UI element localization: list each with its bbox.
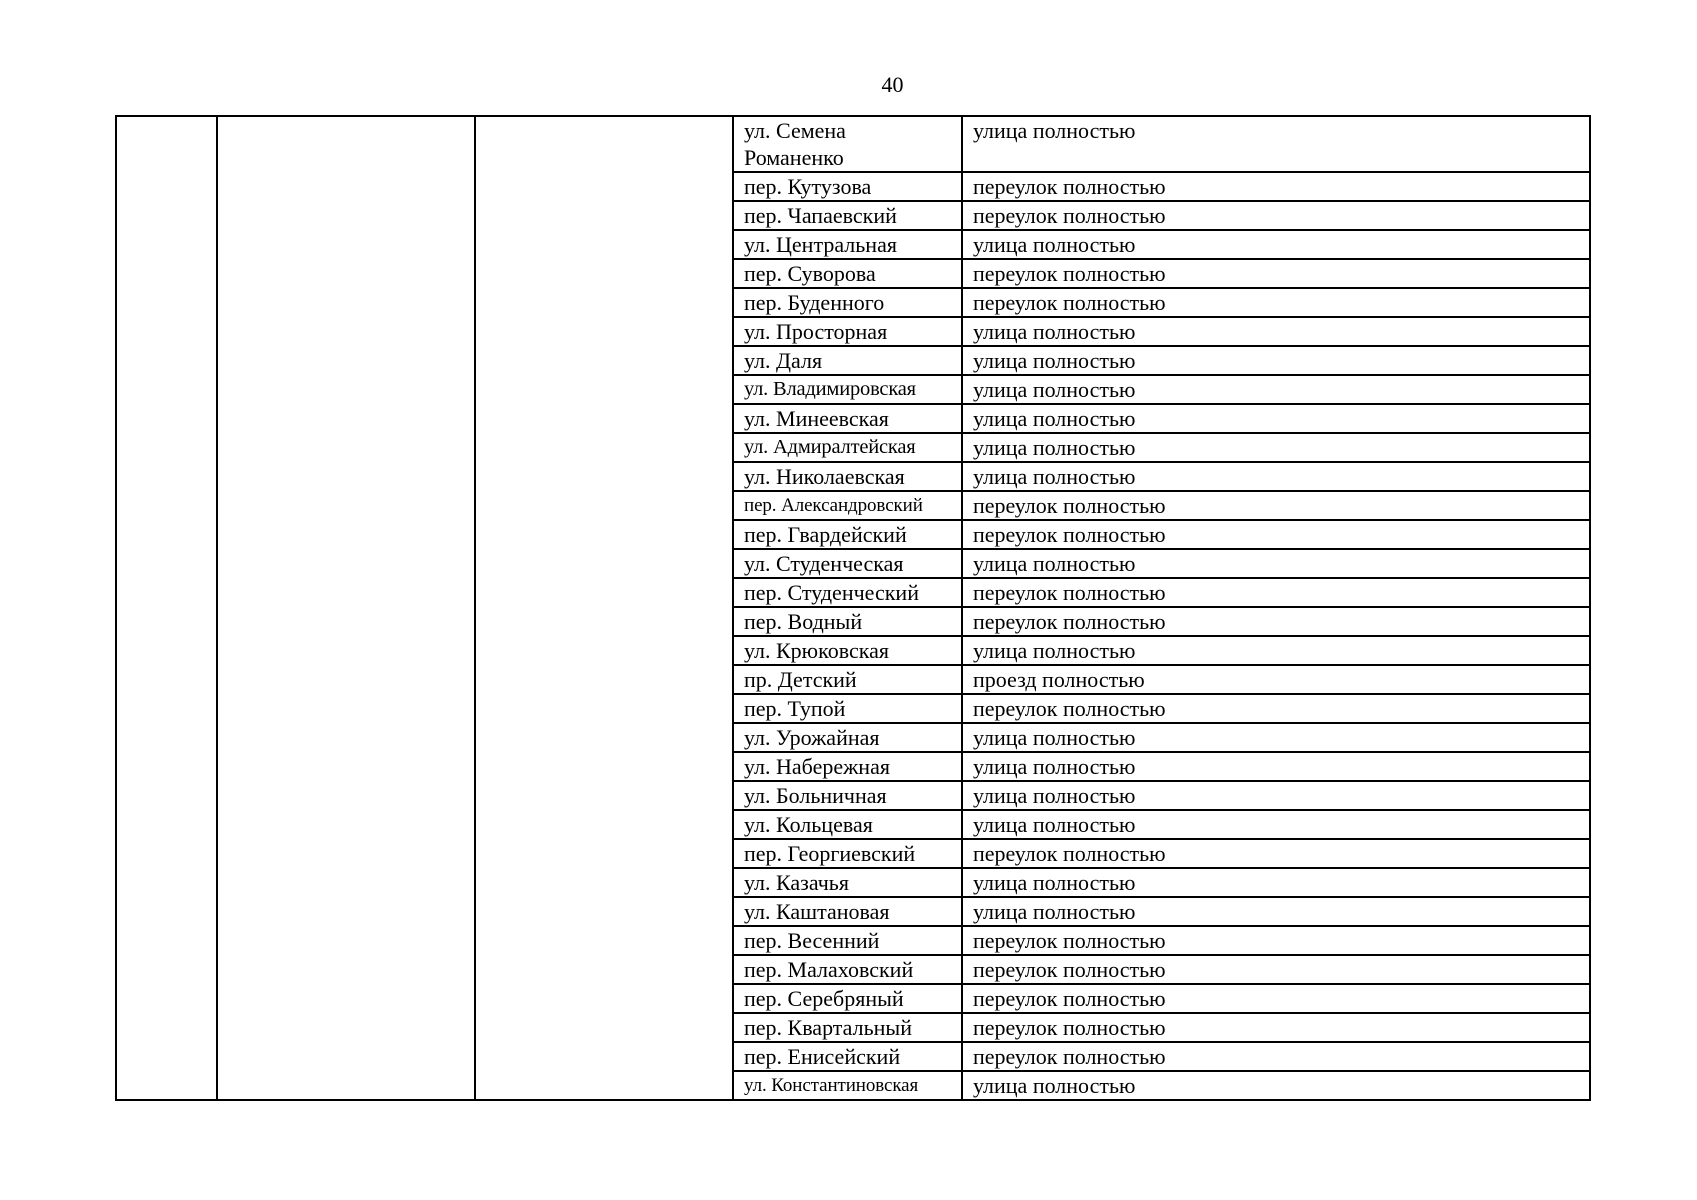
coverage-cell: улица полностью xyxy=(962,317,1590,346)
street-name-cell: ул. Больничная xyxy=(733,781,962,810)
street-name-cell: пер. Весенний xyxy=(733,926,962,955)
street-name-cell: ул. Студенческая xyxy=(733,549,962,578)
street-name-cell: пер. Квартальный xyxy=(733,1013,962,1042)
street-name-cell: пер. Александровский xyxy=(733,491,962,520)
street-name-cell: пер. Чапаевский xyxy=(733,201,962,230)
street-name-cell: пер. Серебряный xyxy=(733,984,962,1013)
street-name-cell: пр. Детский xyxy=(733,665,962,694)
street-name-cell: пер. Кутузова xyxy=(733,172,962,201)
coverage-cell: улица полностью xyxy=(962,346,1590,375)
coverage-cell: улица полностью xyxy=(962,1071,1590,1100)
street-name-cell: ул. Семена Романенко xyxy=(733,116,962,172)
coverage-cell: улица полностью xyxy=(962,752,1590,781)
street-name-cell: пер. Гвардейский xyxy=(733,520,962,549)
empty-column-3 xyxy=(475,116,733,1100)
street-name-cell: ул. Набережная xyxy=(733,752,962,781)
street-name-cell: ул. Адмиралтейская xyxy=(733,433,962,462)
street-name-cell: пер. Енисейский xyxy=(733,1042,962,1071)
street-name-cell: пер. Студенческий xyxy=(733,578,962,607)
street-name-cell: пер. Тупой xyxy=(733,694,962,723)
empty-column-1 xyxy=(116,116,217,1100)
coverage-cell: переулок полностью xyxy=(962,926,1590,955)
coverage-cell: переулок полностью xyxy=(962,491,1590,520)
coverage-cell: улица полностью xyxy=(962,810,1590,839)
street-table-body xyxy=(116,116,1590,1100)
street-name-cell: ул. Владимировская xyxy=(733,375,962,404)
street-name-cell: ул. Казачья xyxy=(733,868,962,897)
coverage-cell: улица полностью xyxy=(962,433,1590,462)
coverage-cell: переулок полностью xyxy=(962,607,1590,636)
coverage-cell: улица полностью xyxy=(962,868,1590,897)
coverage-cell: переулок полностью xyxy=(962,259,1590,288)
coverage-cell: улица полностью xyxy=(962,116,1590,172)
coverage-cell: переулок полностью xyxy=(962,839,1590,868)
coverage-cell: переулок полностью xyxy=(962,1042,1590,1071)
coverage-cell: переулок полностью xyxy=(962,172,1590,201)
street-name-cell: пер. Суворова xyxy=(733,259,962,288)
street-name-cell: ул. Николаевская xyxy=(733,462,962,491)
street-name-cell: ул. Крюковская xyxy=(733,636,962,665)
street-name-cell: пер. Буденного xyxy=(733,288,962,317)
street-table xyxy=(115,115,1591,1101)
street-name-cell: ул. Центральная xyxy=(733,230,962,259)
coverage-cell: улица полностью xyxy=(962,375,1590,404)
street-name-cell: пер. Малаховский xyxy=(733,955,962,984)
street-name-cell: ул. Кольцевая xyxy=(733,810,962,839)
coverage-cell: улица полностью xyxy=(962,781,1590,810)
coverage-cell: переулок полностью xyxy=(962,955,1590,984)
coverage-cell: улица полностью xyxy=(962,636,1590,665)
coverage-cell: переулок полностью xyxy=(962,520,1590,549)
coverage-cell: улица полностью xyxy=(962,549,1590,578)
coverage-cell: переулок полностью xyxy=(962,288,1590,317)
coverage-cell: улица полностью xyxy=(962,404,1590,433)
coverage-cell: улица полностью xyxy=(962,230,1590,259)
street-name-cell: ул. Константиновская xyxy=(733,1071,962,1100)
table-row xyxy=(116,116,1590,172)
street-name-cell: ул. Каштановая xyxy=(733,897,962,926)
coverage-cell: улица полностью xyxy=(962,897,1590,926)
coverage-cell: переулок полностью xyxy=(962,694,1590,723)
street-name-cell: пер. Георгиевский xyxy=(733,839,962,868)
street-name-cell: ул. Минеевская xyxy=(733,404,962,433)
coverage-cell: переулок полностью xyxy=(962,578,1590,607)
coverage-cell: улица полностью xyxy=(962,723,1590,752)
coverage-cell: переулок полностью xyxy=(962,984,1590,1013)
empty-column-2 xyxy=(217,116,475,1100)
coverage-cell: переулок полностью xyxy=(962,201,1590,230)
coverage-cell: проезд полностью xyxy=(962,665,1590,694)
page-number: 40 xyxy=(881,72,904,97)
street-name-cell: ул. Просторная xyxy=(733,317,962,346)
street-name-cell: пер. Водный xyxy=(733,607,962,636)
coverage-cell: переулок полностью xyxy=(962,1013,1590,1042)
coverage-cell: улица полностью xyxy=(962,462,1590,491)
street-name-cell: ул. Урожайная xyxy=(733,723,962,752)
street-name-cell: ул. Даля xyxy=(733,346,962,375)
